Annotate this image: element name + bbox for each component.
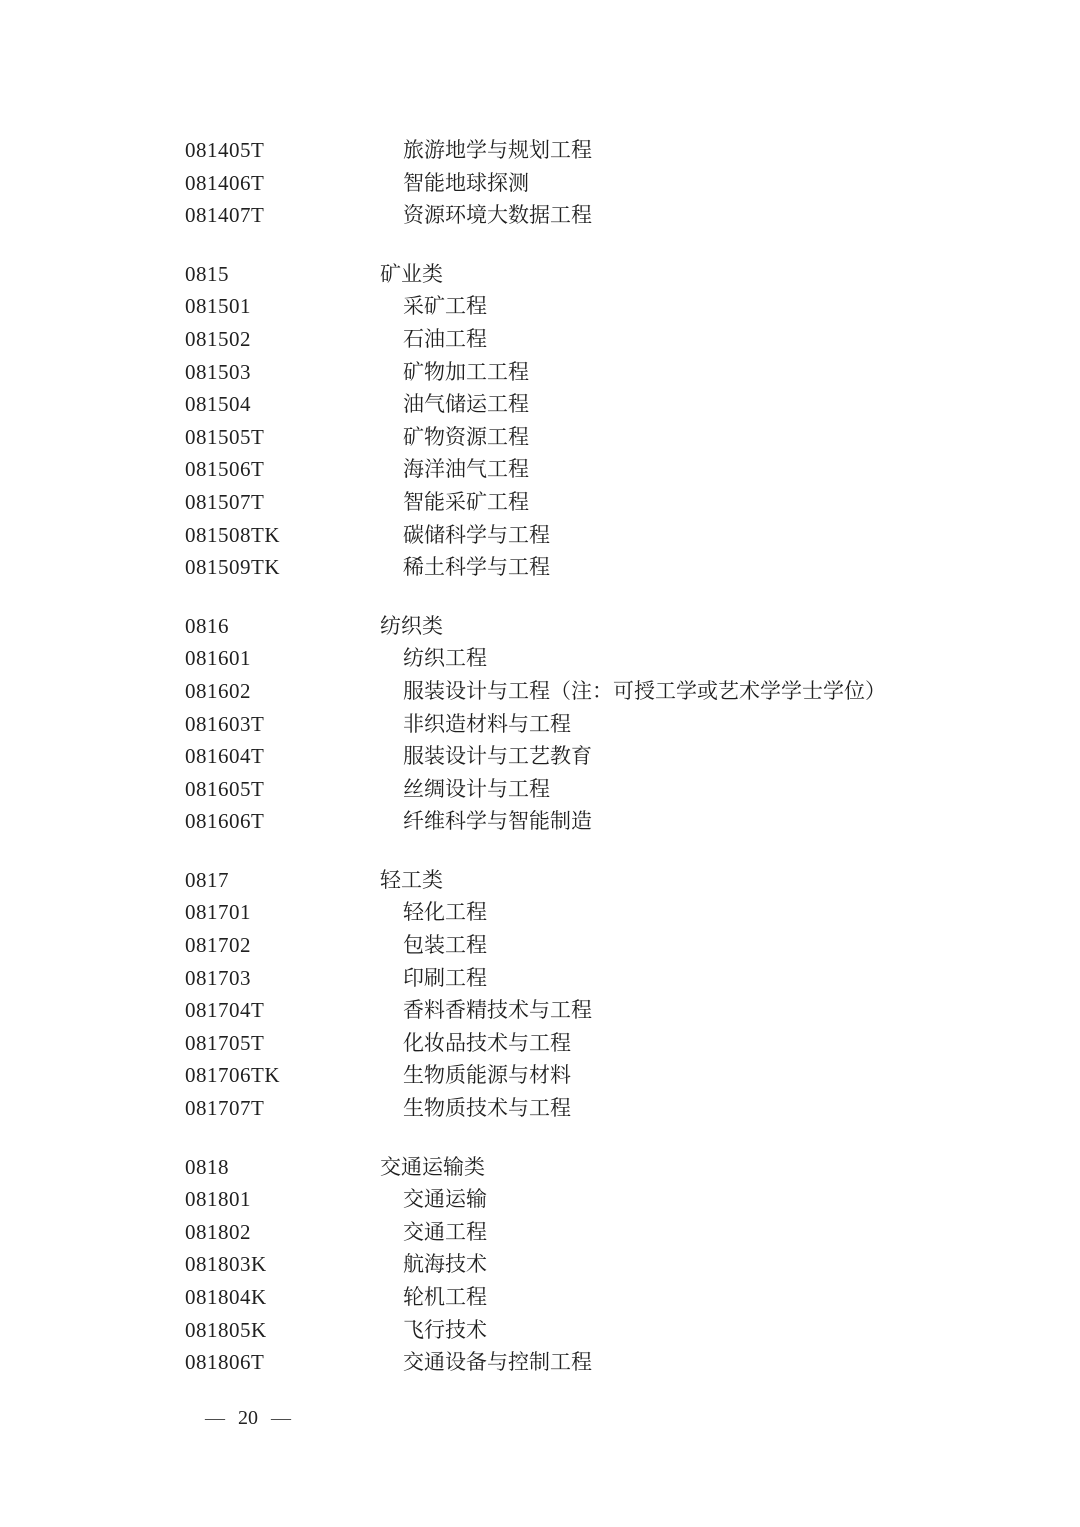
major-row — [185, 356, 886, 389]
major-code: 081804K — [185, 1285, 267, 1309]
major-row — [185, 675, 886, 708]
major-code: 081406T — [185, 170, 265, 195]
major-code: 081504 — [185, 392, 251, 417]
category-row — [185, 610, 886, 643]
major-name: 旅游地学与规划工程 — [403, 138, 592, 162]
major-row — [185, 929, 886, 962]
catalog-section — [185, 1151, 886, 1379]
category-code: 0815 — [185, 261, 229, 286]
category-code: 0817 — [185, 867, 229, 892]
major-code: 081505T — [185, 424, 265, 449]
major-row — [185, 199, 886, 232]
major-row — [185, 994, 886, 1027]
category-row — [185, 864, 886, 897]
major-row — [185, 421, 886, 454]
category-code: 0818 — [185, 1154, 229, 1179]
major-row — [185, 453, 886, 486]
major-row — [185, 1059, 886, 1092]
major-code: 081601 — [185, 646, 251, 671]
major-row — [185, 1346, 886, 1379]
major-name: 交通运输 — [403, 1187, 487, 1212]
major-code: 081405T — [185, 138, 265, 162]
major-row — [185, 167, 886, 200]
major-name: 交通设备与控制工程 — [403, 1350, 592, 1375]
major-code: 081603T — [185, 711, 265, 736]
major-name: 智能地球探测 — [403, 170, 529, 195]
page-number: 20 — [238, 1407, 258, 1429]
major-name: 化妆品技术与工程 — [403, 1030, 571, 1055]
major-name: 采矿工程 — [403, 294, 487, 319]
major-name: 矿物加工工程 — [403, 359, 529, 384]
major-code: 081706TK — [185, 1063, 280, 1088]
major-code: 081605T — [185, 776, 265, 801]
major-name: 生物质技术与工程 — [403, 1096, 571, 1121]
catalog-section — [185, 864, 886, 1125]
major-code: 081507T — [185, 489, 265, 514]
category-name: 交通运输类 — [380, 1154, 485, 1179]
major-name: 香料香精技术与工程 — [403, 998, 592, 1023]
major-row — [185, 486, 886, 519]
major-row — [185, 1092, 886, 1125]
major-code: 081501 — [185, 294, 251, 319]
major-name: 智能采矿工程 — [403, 489, 529, 514]
major-code: 081503 — [185, 359, 251, 384]
catalog-section — [185, 258, 886, 584]
major-code: 081806T — [185, 1350, 265, 1375]
catalog-section — [185, 610, 886, 838]
major-name: 印刷工程 — [403, 965, 487, 990]
major-code: 081702 — [185, 933, 251, 958]
major-name: 资源环境大数据工程 — [403, 203, 592, 228]
major-code: 081508TK — [185, 522, 280, 547]
major-row — [185, 388, 886, 421]
major-row — [185, 962, 886, 995]
major-row — [185, 708, 886, 741]
category-row — [185, 1151, 886, 1184]
major-name: 轮机工程 — [403, 1285, 487, 1309]
category-name: 轻工类 — [380, 867, 443, 892]
major-code: 081506T — [185, 457, 265, 482]
major-row — [185, 896, 886, 929]
major-row — [185, 519, 886, 552]
major-name: 服装设计与工程（注：可授工学或艺术学学士学位） — [403, 678, 886, 703]
category-code: 0816 — [185, 613, 229, 638]
major-code: 081704T — [185, 998, 265, 1023]
major-name: 纤维科学与智能制造 — [403, 809, 592, 834]
major-row — [185, 642, 886, 675]
major-row — [185, 1248, 886, 1281]
major-name: 非织造材料与工程 — [403, 711, 571, 736]
category-name: 纺织类 — [380, 613, 443, 638]
major-code: 081802 — [185, 1219, 251, 1244]
major-code: 081602 — [185, 678, 251, 703]
major-code: 081703 — [185, 965, 251, 990]
category-row — [185, 258, 886, 291]
major-name: 碳储科学与工程 — [403, 522, 550, 547]
major-code: 081606T — [185, 809, 265, 834]
major-name: 航海技术 — [403, 1252, 487, 1277]
major-row — [185, 805, 886, 838]
major-name: 生物质能源与材料 — [403, 1063, 571, 1088]
major-name: 飞行技术 — [403, 1317, 487, 1342]
major-name: 纺织工程 — [403, 646, 487, 671]
major-code: 081407T — [185, 203, 265, 228]
major-code: 081701 — [185, 900, 251, 925]
major-name: 丝绸设计与工程 — [403, 776, 550, 801]
major-row — [185, 551, 886, 584]
major-row — [185, 740, 886, 773]
major-name: 包装工程 — [403, 933, 487, 958]
major-name: 交通工程 — [403, 1219, 487, 1244]
major-row — [185, 773, 886, 806]
catalog-section — [185, 134, 886, 232]
major-code: 081604T — [185, 744, 265, 769]
major-row — [185, 1314, 886, 1347]
major-code: 081707T — [185, 1096, 265, 1121]
major-row — [185, 1027, 886, 1060]
footer-dash-left: — — [205, 1407, 225, 1429]
major-row — [185, 1183, 886, 1216]
major-name: 海洋油气工程 — [403, 457, 529, 482]
major-catalog-list — [185, 134, 886, 1379]
major-name: 油气储运工程 — [403, 392, 529, 417]
major-row — [185, 323, 886, 356]
footer-dash-right: — — [271, 1407, 291, 1429]
major-name: 石油工程 — [403, 326, 487, 351]
major-row — [185, 1281, 886, 1314]
major-row — [185, 1216, 886, 1249]
major-code: 081805K — [185, 1317, 267, 1342]
major-code: 081801 — [185, 1187, 251, 1212]
major-row — [185, 134, 886, 167]
major-name: 服装设计与工艺教育 — [403, 744, 592, 769]
major-code: 081509TK — [185, 555, 280, 580]
major-name: 轻化工程 — [403, 900, 487, 925]
major-name: 稀土科学与工程 — [403, 555, 550, 580]
major-code: 081705T — [185, 1030, 265, 1055]
page-footer — [205, 1406, 291, 1430]
major-name: 矿物资源工程 — [403, 424, 529, 449]
major-row — [185, 290, 886, 323]
category-name: 矿业类 — [380, 261, 443, 286]
major-code: 081803K — [185, 1252, 267, 1277]
major-code: 081502 — [185, 326, 251, 351]
